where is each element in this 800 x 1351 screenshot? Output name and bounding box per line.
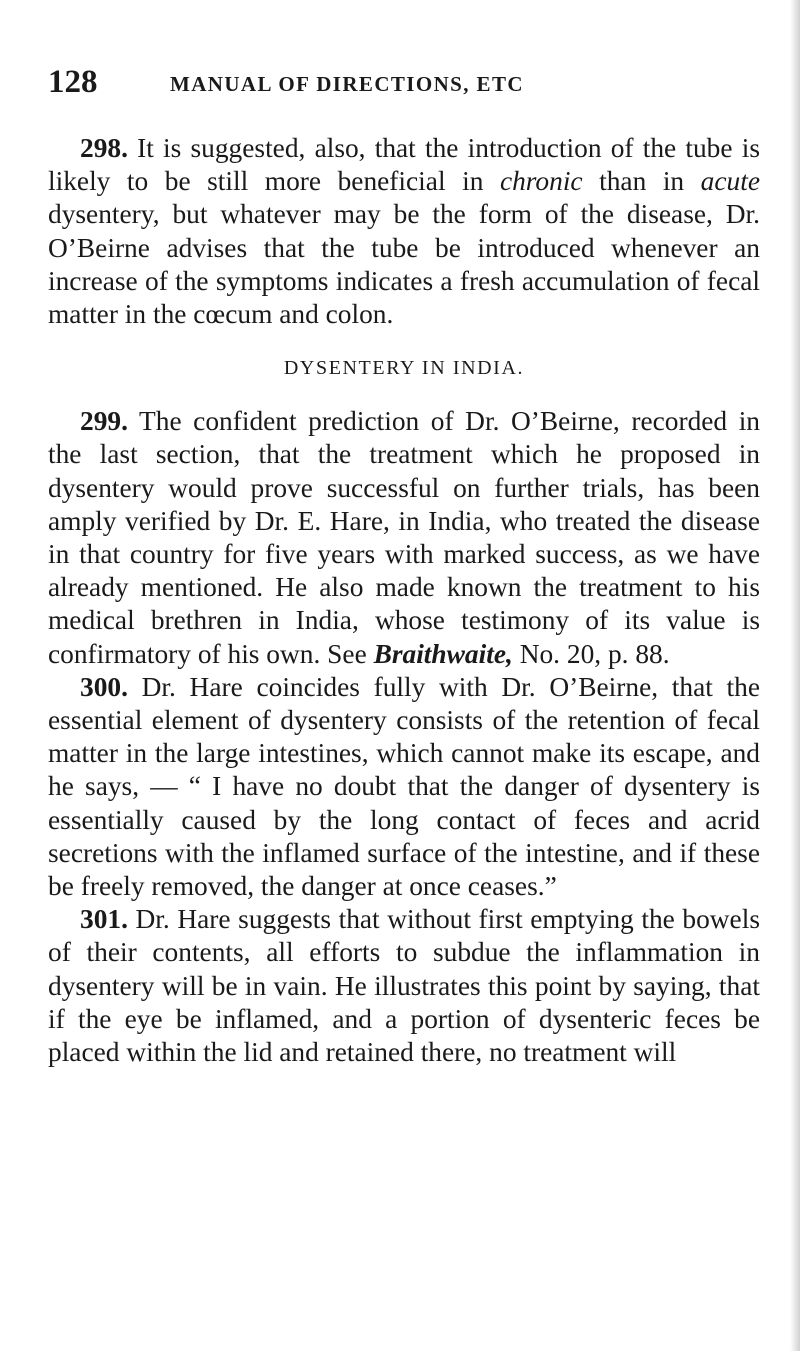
text-segment: The confident prediction of Dr. O’Beirne, recorded in the last section, that the treatment which he proposed in dysentery would prove successful on further trials, has been amply verified by Dr. E. Hare, in India, who treated the disease in that country for five years with marked success, as we have already mentioned. He also made known the treatment to his medical brethren in India, whose testimony of its value is confirmatory of his own. See — [48, 406, 760, 669]
paragraph-number: 300. — [80, 671, 128, 702]
citation-title: Braithwaite, — [373, 638, 513, 669]
paragraph-number: 299. — [80, 406, 128, 437]
text-segment: Dr. Hare suggests that without first emptying the bowels of their contents, all efforts to subdue the inflammation in dysentery will be in vain. He illustrates this point by saying, that if the eye be inflamed, and a portion of dysenteric feces be placed within the lid and retained there, no treatment will — [48, 904, 760, 1068]
page-header — [48, 62, 760, 102]
text-segment-italic: acute — [700, 166, 760, 197]
text-segment: It is suggested, also, that the introduction of the tube is likely to be still more beneficial in — [48, 133, 760, 197]
page-number: 128 — [48, 64, 98, 100]
body-text — [48, 132, 760, 1069]
paragraph-299 — [48, 405, 760, 671]
paragraph-298 — [48, 132, 760, 331]
text-segment: dysentery, but whatever may be the form of the disease, Dr. O’Beirne advises that the tube be introduced whenever an increase of the symptoms indicates a fresh accumulation of fecal matter in the cœcum and colon. — [48, 199, 760, 330]
paragraph-301 — [48, 903, 760, 1069]
paragraph-number: 298. — [80, 133, 128, 163]
section-heading: DYSENTERY IN INDIA. — [283, 357, 525, 380]
page-edge-shadow — [790, 0, 800, 1351]
running-title: MANUAL OF DIRECTIONS, ETC — [170, 72, 524, 96]
text-segment-italic: chronic — [499, 166, 583, 197]
text-segment: Dr. Hare coincides fully with Dr. O’Beirne, that the essential element of dysentery consists of the retention of fecal matter in the large intestines, which cannot make its escape, and he says, — “ I have no doubt that the danger of dysentery is essentially caused by the long contact of feces and acrid secretions with the inflamed surface of the intestine, and if these be freely removed, the danger at once ceases.” — [48, 671, 760, 902]
text-segment: No. 20, p. 88. — [512, 638, 670, 669]
paragraph-number: 301. — [80, 904, 128, 935]
paragraph-300 — [48, 671, 760, 903]
text-segment: than in — [582, 166, 701, 197]
